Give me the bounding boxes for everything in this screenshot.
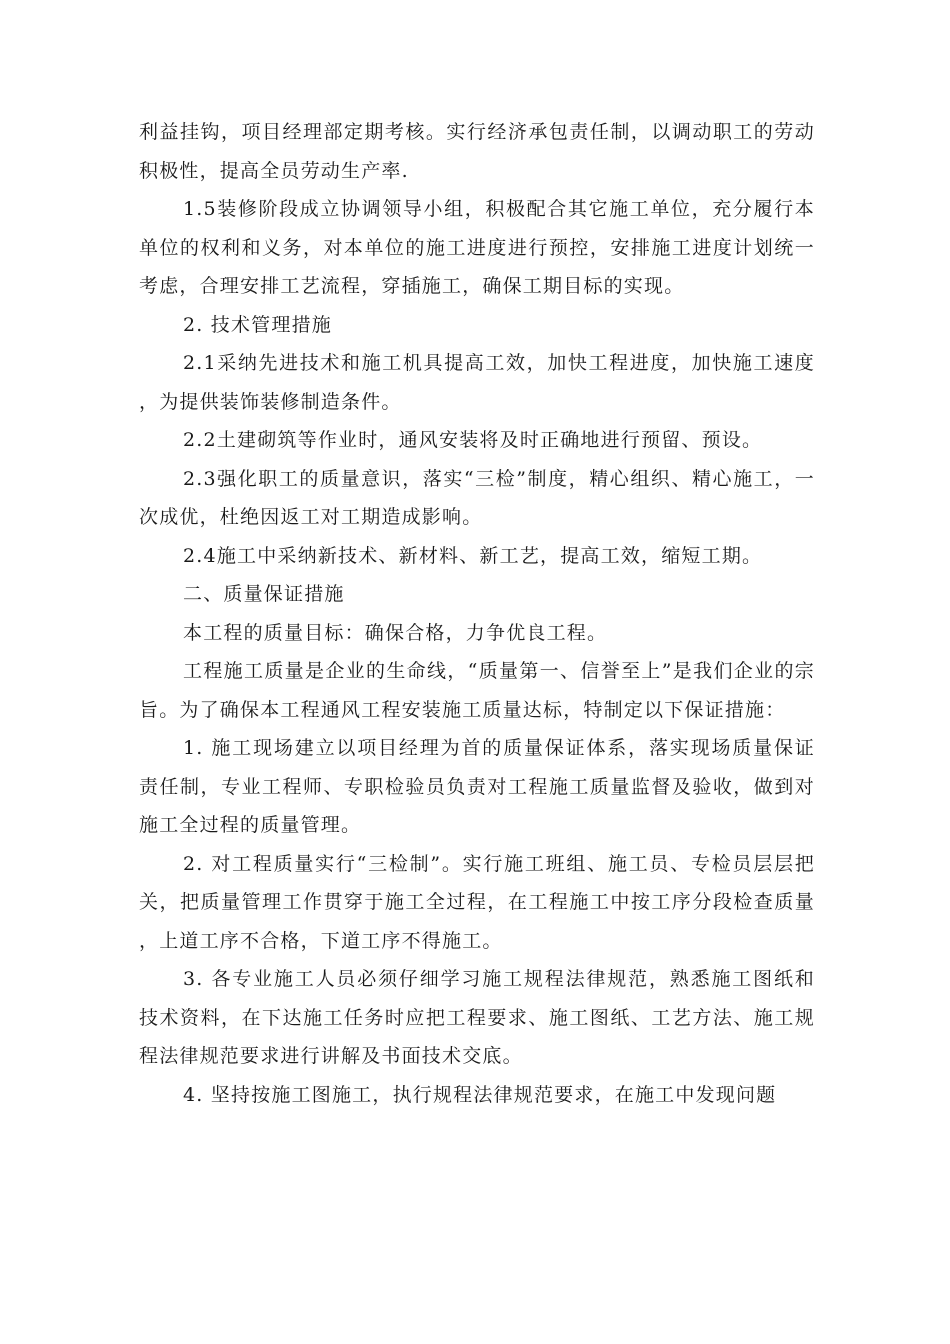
document-body <box>139 113 815 1114</box>
paragraph-1-5: 1.5装修阶段成立协调领导小组，积极配合其它施工单位，充分履行本单位的权利和义务，对本单位的施工进度进行预控，安排施工进度计划统一考虑，合理安排工艺流程，穿插施工，确保工期目标的实现。 <box>139 198 815 297</box>
section-heading-tech-management: 2. 技术管理措施 <box>183 313 332 336</box>
list-item-1: 1. 施工现场建立以项目经理为首的质量保证体系，落实现场质量保证责任制，专业工程师、专职检验员负责对工程施工质量监督及验收，做到对施工全过程的质量管理。 <box>139 737 815 836</box>
paragraph-quality-goal: 本工程的质量目标：确保合格，力争优良工程。 <box>183 621 608 644</box>
paragraph-continuation: 利益挂钩，项目经理部定期考核。实行经济承包责任制，以调动职工的劳动积极性，提高全员劳动生产率. <box>139 121 815 182</box>
paragraph-2-2: 2.2土建砌筑等作业时，通风安装将及时正确地进行预留、预设。 <box>183 429 763 451</box>
list-item-4: 4. 坚持按施工图施工，执行规程法律规范要求，在施工中发现问题 <box>183 1083 777 1106</box>
paragraph-2-4: 2.4施工中采纳新技术、新材料、新工艺，提高工效，缩短工期。 <box>183 544 763 567</box>
list-item-3: 3. 各专业施工人员必须仔细学习施工规程法律规范，熟悉施工图纸和技术资料，在下达施工任务时应把工程要求、施工图纸、工艺方法、施工规程法律规范要求进行讲解及书面技术交底。 <box>139 968 815 1067</box>
section-heading-quality-assurance: 二、质量保证措施 <box>183 583 345 605</box>
list-item-2: 2. 对工程质量实行“三检制”。实行施工班组、施工员、专检员层层把关，把质量管理工作贯穿于施工全过程，在工程施工中按工序分段检查质量，上道工序不合格，下道工序不得施工。 <box>139 852 815 952</box>
paragraph-quality-intro: 工程施工质量是企业的生命线，“质量第一、信誉至上”是我们企业的宗旨。为了确保本工程通风工程安装施工质量达标，特制定以下保证措施： <box>139 660 815 721</box>
paragraph-2-1: 2.1采纳先进技术和施工机具提高工效，加快工程进度，加快施工速度，为提供装饰装修制造条件。 <box>139 352 815 413</box>
paragraph-2-3: 2.3强化职工的质量意识，落实“三检”制度，精心组织、精心施工，一次成优，杜绝因返工对工期造成影响。 <box>139 467 815 528</box>
